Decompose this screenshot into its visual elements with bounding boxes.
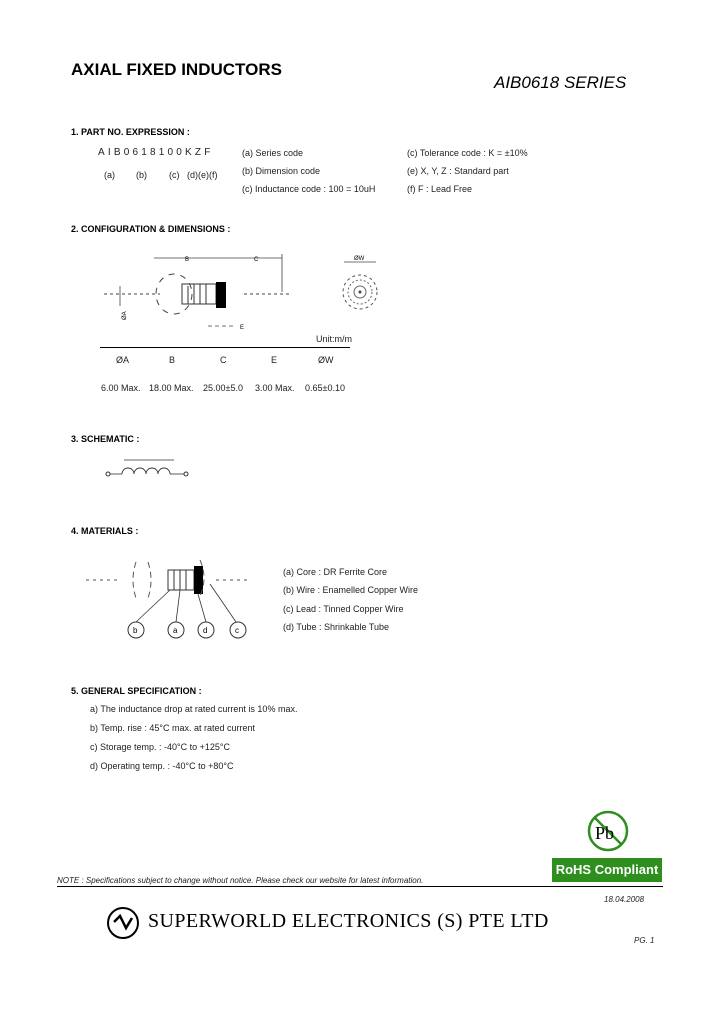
part-item-e: (e) X, Y, Z : Standard part: [407, 166, 509, 176]
dim-label-w: ØW: [354, 256, 365, 262]
section-heading-schematic: 3. SCHEMATIC :: [71, 434, 140, 444]
dim-val-b: 18.00 Max.: [149, 383, 194, 393]
inductor-end-view: [330, 252, 390, 322]
callout-d: d: [203, 626, 208, 635]
dim-val-a: 6.00 Max.: [101, 383, 141, 393]
page-number: PG. 1: [634, 936, 655, 945]
dim-val-c: 25.00±5.0: [203, 383, 243, 393]
unit-label: Unit:m/m: [316, 334, 352, 344]
spec-item-a: a) The inductance drop at rated current is 10% max.: [90, 704, 298, 714]
company-name: SUPERWORLD ELECTRONICS (S) PTE LTD: [148, 910, 549, 932]
section-heading-part-no: 1. PART NO. EXPRESSION :: [71, 127, 190, 137]
part-item-c: (c) Inductance code : 100 = 10uH: [242, 184, 376, 194]
part-item-d: (c) Tolerance code : K = ±10%: [407, 148, 528, 158]
material-item-a: (a) Core : DR Ferrite Core: [283, 567, 388, 577]
inductor-dimension-drawing: [90, 248, 310, 338]
dim-label-b: B: [185, 257, 190, 263]
company-logo-icon: [106, 906, 140, 940]
specification-note: NOTE : Specifications subject to change without notice. Please check our website for latest information.: [57, 876, 424, 885]
part-marker-c: (c): [169, 170, 180, 180]
part-item-b: (b) Dimension code: [242, 166, 321, 176]
section-heading-general: 5. GENERAL SPECIFICATION :: [71, 686, 202, 696]
dim-col-c: C: [220, 355, 227, 365]
callout-b: b: [133, 626, 138, 635]
series-name: AIB0618 SERIES: [494, 73, 627, 92]
callout-c: c: [235, 626, 239, 635]
lead-free-icon: [585, 808, 631, 854]
material-item-b: (b) Wire : Enamelled Copper Wire: [283, 585, 419, 595]
part-marker-b: (b): [136, 170, 147, 180]
part-marker-a: (a): [104, 170, 115, 180]
part-marker-def: (d)(e)(f): [187, 170, 218, 180]
dim-label-e: E: [240, 325, 245, 331]
dim-val-e: 3.00 Max.: [255, 383, 295, 393]
rohs-compliant-badge: RoHS Compliant: [552, 858, 662, 882]
dimension-table-rule: [100, 347, 350, 348]
dim-label-c: C: [254, 257, 259, 263]
dim-val-w: 0.65±0.10: [305, 383, 345, 393]
part-item-a: (a) Series code: [242, 148, 304, 158]
part-number-code: AIB0618100KZF: [98, 147, 214, 158]
dim-label-a: ØA: [122, 311, 128, 320]
inductor-schematic-symbol: [104, 456, 194, 486]
spec-item-b: b) Temp. rise : 45°C max. at rated current: [90, 723, 255, 733]
dim-col-a: ØA: [116, 355, 130, 365]
spec-item-d: d) Operating temp. : -40°C to +80°C: [90, 761, 234, 771]
dim-col-e: E: [271, 355, 278, 365]
dim-col-w: ØW: [318, 355, 334, 365]
footer-rule: [57, 886, 663, 887]
callout-a: a: [173, 626, 178, 635]
materials-drawing: [80, 556, 260, 646]
section-heading-materials: 4. MATERIALS :: [71, 526, 139, 536]
document-title: AXIAL FIXED INDUCTORS: [71, 60, 282, 79]
part-item-f: (f) F : Lead Free: [407, 184, 473, 194]
material-item-c: (c) Lead : Tinned Copper Wire: [283, 604, 404, 614]
spec-item-c: c) Storage temp. : -40°C to +125°C: [90, 742, 231, 752]
document-date: 18.04.2008: [604, 895, 645, 904]
material-item-d: (d) Tube : Shrinkable Tube: [283, 622, 390, 632]
lead-symbol: Pb: [595, 823, 615, 843]
section-heading-config: 2. CONFIGURATION & DIMENSIONS :: [71, 224, 231, 234]
dim-col-b: B: [169, 355, 176, 365]
